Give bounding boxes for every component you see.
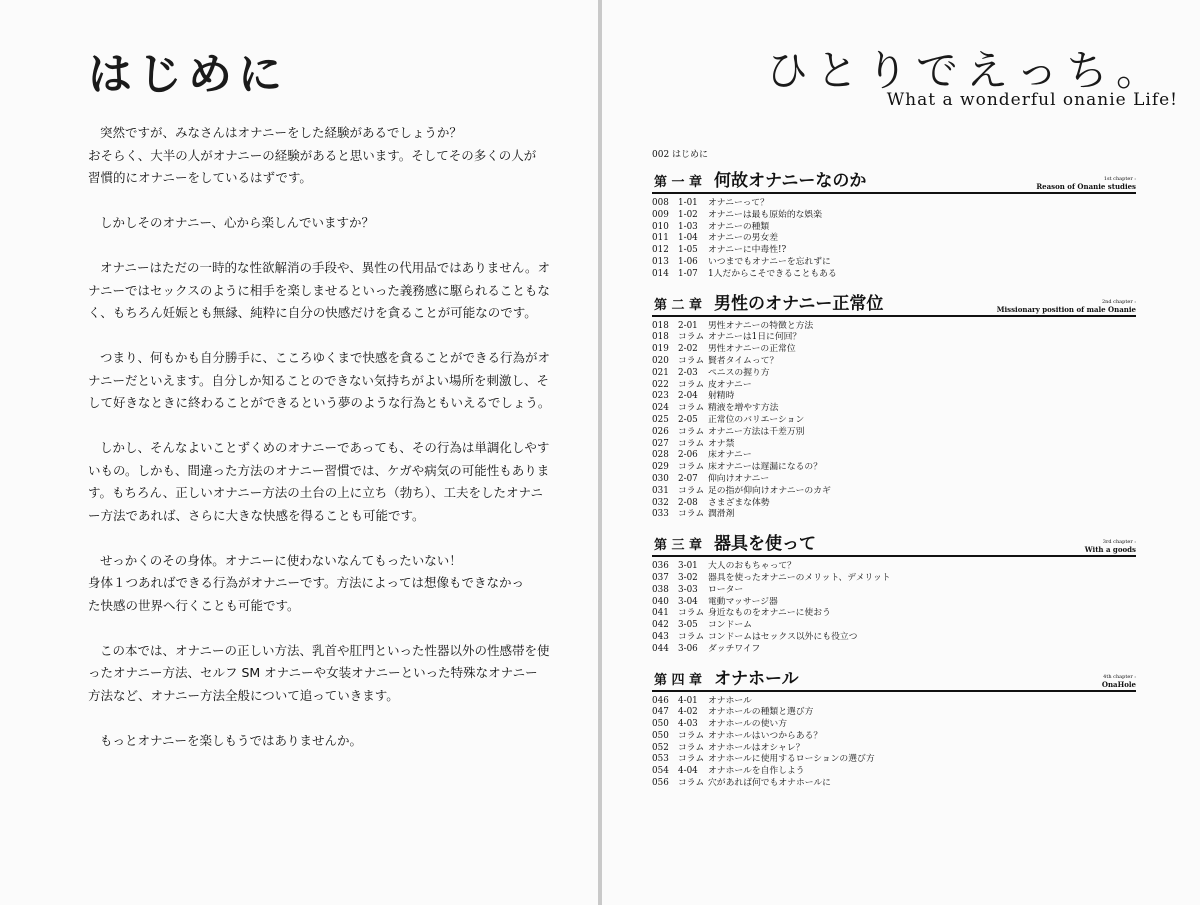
toc-entry-title: 潤滑剤 (708, 509, 735, 520)
intro-line: つまり、何もかも自分勝手に、こころゆくまで快感を貪ることができる行為がオ (100, 350, 551, 365)
toc-entry-title: いつまでもオナニーを忘れずに (708, 256, 831, 267)
toc-page-number: 047 (652, 707, 669, 718)
intro-line: ナニーではセックスのように相手を楽しませるといった義務感に駆られることもな (88, 282, 550, 298)
toc-section-number: コラム (678, 631, 705, 642)
toc-entry (652, 233, 1136, 245)
toc-section-number: 1-02 (678, 209, 698, 220)
toc-section-number: 1-04 (678, 233, 698, 244)
toc-page-number: 052 (652, 742, 669, 753)
toc-entry (652, 356, 1136, 368)
intro-paragraph (88, 730, 578, 753)
toc-page-number: 056 (652, 778, 669, 789)
chapter-label-small: 4th chapter : (1103, 673, 1136, 680)
toc-section-number: 2-03 (678, 367, 698, 378)
intro-line: オナニーはただの一時的な性欲解消の手段や、異性の代用品ではありません。オ (100, 260, 551, 275)
toc-entry-title: 穴があれば何でもオナホールに (708, 778, 831, 789)
toc-section-number: コラム (678, 754, 705, 765)
toc-chapter (652, 293, 1136, 522)
toc-section-number: コラム (678, 332, 705, 343)
toc-entry-title: オナニーの種類 (708, 221, 770, 232)
intro-line: ナニーだといえます。自分しか知ることのできない気持ちがよい場所を刺激し、そ (88, 372, 550, 388)
toc-page-number: 032 (652, 497, 669, 508)
toc-section-number: 3-06 (678, 643, 698, 654)
toc-section-number: コラム (678, 438, 705, 449)
toc-page-number: 050 (652, 719, 669, 730)
intro-line: しかしそのオナニー、心から楽しんでいますか？ (100, 215, 375, 230)
toc-section-number: 3-04 (678, 596, 698, 607)
toc-page-number: 010 (652, 221, 669, 232)
toc-page-number: 050 (652, 730, 669, 741)
toc-page-number: 013 (652, 256, 669, 267)
toc-entry-title: 射精時 (708, 391, 735, 402)
chapter-english-label (1102, 674, 1136, 688)
chapter-english-label (997, 299, 1136, 313)
chapter-label-text: OnaHole (1101, 679, 1136, 689)
toc-section-number: 1-03 (678, 221, 698, 232)
toc-section-number: 2-04 (678, 391, 698, 402)
toc-entry (652, 344, 1136, 356)
toc-page-number: 009 (652, 209, 669, 220)
toc-page-number: 053 (652, 754, 669, 765)
toc-entry (652, 731, 1136, 743)
chapter-title: 器具を使って (714, 534, 816, 555)
chapter-label-text: Missionary position of male Onanie (996, 304, 1136, 314)
book-subtitle: What a wonderful onanie Life! (886, 90, 1178, 110)
toc-page-number: 012 (652, 245, 669, 256)
toc-entry (652, 332, 1136, 344)
toc-entry (652, 644, 1136, 656)
toc-entry-title: 男性オナニーの正常位 (708, 344, 796, 355)
toc-chapter (652, 170, 1136, 281)
toc-entry-title: オナニーって？ (708, 198, 769, 208)
toc-entry (652, 474, 1136, 486)
chapter-entries (652, 692, 1136, 790)
toc-entry (652, 620, 1136, 632)
intro-line: せっかくのその身体。オナニーに使わないなんてもったいない！ (100, 552, 462, 568)
toc-entry (652, 754, 1136, 766)
toc-page-number: 023 (652, 391, 669, 402)
chapter-heading (652, 533, 1136, 557)
toc-section-number: 1-05 (678, 245, 698, 256)
toc-section-number: 2-05 (678, 414, 698, 425)
toc-entry-title: オナ禁 (708, 438, 735, 449)
toc-entry-title: 電動マッサージ器 (708, 596, 778, 607)
toc-page-number: 019 (652, 344, 669, 355)
intro-line: す。もちろん、正しいオナニー方法の土台の上に立ち（勃ち）、工夫をしたオナニ (88, 485, 544, 500)
toc-entry-title: ペニスの握り方 (708, 367, 770, 378)
toc-entry-title: オナホールの使い方 (708, 719, 787, 730)
toc-entry-title: オナホールはオシャレ？ (708, 742, 805, 753)
intro-line: 方法など、オナニー方法全般について追っていきます。 (88, 687, 399, 703)
toc-page-number: 020 (652, 355, 669, 366)
chapter-entries (652, 317, 1136, 522)
intro-line: 習慣的にオナニーをしているはずです。 (88, 170, 312, 185)
toc-section-number: コラム (678, 462, 705, 473)
toc-entry (652, 509, 1136, 521)
chapter-heading (652, 668, 1136, 692)
toc-entry-title: オナニーに中毒性!? (708, 245, 787, 256)
toc-entry-title: オナニー方法は千差万別 (708, 426, 805, 437)
toc-section-number: コラム (678, 608, 705, 619)
chapter-label-small: 3rd chapter : (1102, 539, 1136, 546)
toc-entry-title: ローター (708, 584, 744, 595)
chapter-title: 何故オナニーなのか (714, 171, 867, 191)
toc-entry-title: 皮オナニー (708, 379, 752, 390)
toc-page-number: 054 (652, 766, 669, 777)
chapter-english-label (1036, 176, 1136, 190)
chapter-number: 第 四 章 (654, 672, 703, 688)
chapter-entries (652, 194, 1136, 281)
toc-entry-title: コンドームはセックス以外にも役立つ (708, 631, 858, 642)
toc-entry (652, 210, 1136, 222)
toc-entry (652, 707, 1136, 719)
intro-paragraph (88, 257, 578, 325)
toc-entry-title: オナニーは1日に何回？ (708, 332, 802, 343)
toc-section-number: コラム (678, 403, 705, 414)
toc-entry (652, 585, 1136, 597)
toc-page-number: 046 (652, 695, 669, 706)
toc-section-number: コラム (678, 379, 705, 390)
toc-entry-title: 仰向けオナニー (708, 473, 770, 484)
toc-section-number: 2-01 (678, 320, 698, 331)
toc-intro-entry: 002 はじめに (652, 150, 709, 160)
toc-entry (652, 608, 1136, 620)
toc-page-number: 011 (652, 233, 669, 244)
toc-entry (652, 415, 1136, 427)
toc-section-number: 1-07 (678, 268, 698, 279)
toc-entry-title: 賢者タイムって？ (708, 355, 779, 366)
intro-title: はじめに (88, 49, 288, 100)
toc-entry (652, 427, 1136, 439)
intro-line: して好きなときに終わることができるという夢のような行為ともいえるでしょう。 (88, 395, 551, 410)
intro-line: 身体１つあればできる行為がオナニーです。方法によっては想像もできなかっ (88, 575, 525, 590)
table-of-contents (652, 148, 1136, 802)
toc-entry (652, 391, 1136, 403)
toc-entry (652, 632, 1136, 644)
toc-page-number: 038 (652, 584, 669, 595)
chapter-title: 男性のオナニー正常位 (714, 293, 884, 314)
intro-line: もっとオナニーを楽しもうではありませんか。 (100, 732, 363, 748)
toc-entry-title: オナニーは最も原始的な娯楽 (708, 209, 823, 220)
chapter-number: 第 三 章 (654, 538, 703, 554)
chapter-heading (652, 293, 1136, 317)
toc-page-number: 027 (652, 438, 669, 449)
toc-page-number: 026 (652, 426, 669, 437)
chapter-label-text: Reason of Onanie studies (1036, 182, 1136, 191)
toc-page-number: 036 (652, 561, 669, 572)
toc-entry-title: 1人だからこそできることもある (708, 268, 837, 279)
toc-entry (652, 498, 1136, 510)
toc-chapter (652, 533, 1136, 655)
toc-entry (652, 450, 1136, 462)
toc-section-number: コラム (678, 742, 705, 753)
toc-entry (652, 321, 1136, 333)
chapter-number: 第 一 章 (654, 175, 703, 190)
toc-page-number: 041 (652, 608, 669, 619)
intro-line: た快感の世界へ行くことも可能です。 (88, 597, 300, 613)
toc-page-number: 044 (652, 643, 669, 654)
toc-entry (652, 573, 1136, 585)
toc-page-number: 043 (652, 631, 669, 642)
toc-section-number: 3-05 (678, 620, 698, 631)
intro-line: しかし、そんなよいことずくめのオナニーであっても、その行為は単調化しやす (100, 440, 550, 455)
toc-entry (652, 198, 1136, 210)
toc-entry-title: 男性オナニーの特徴と方法 (708, 320, 814, 331)
toc-page-number: 018 (652, 320, 669, 331)
book-title: ひとりでえっち。 (765, 46, 1166, 95)
chapter-label-small: 1st chapter : (1103, 176, 1136, 182)
toc-entry-title: オナホールに使用するローションの選び方 (708, 754, 875, 765)
intro-paragraph (88, 122, 578, 190)
toc-page-number: 037 (652, 572, 669, 583)
intro-line: おそらく、大半の人がオナニーの経験があると思います。そしてその多くの人が (88, 147, 537, 163)
toc-entry-title: オナニーの男女差 (708, 233, 779, 244)
toc-entry (652, 561, 1136, 573)
toc-entry (652, 380, 1136, 392)
toc-entry-title: さまざまな体勢 (708, 497, 770, 508)
toc-section-number: 4-01 (678, 695, 698, 706)
toc-section-number: 4-02 (678, 707, 698, 718)
intro-paragraph (88, 437, 578, 527)
toc-entry-title: オナホールを自作しよう (708, 766, 805, 777)
toc-entry-title: 器具を使ったオナニーのメリット、デメリット (708, 572, 891, 583)
intro-paragraph (88, 212, 578, 235)
toc-page-number: 040 (652, 596, 669, 607)
toc-entry-title: 足の指が仰向けオナニーのカギ (708, 485, 831, 496)
toc-section-number: 4-04 (678, 766, 698, 777)
chapter-entries (652, 557, 1136, 655)
toc-entry-title: 大人のおもちゃって？ (708, 561, 796, 572)
intro-paragraph (88, 550, 578, 618)
toc-section-number: 4-03 (678, 719, 698, 730)
toc-chapters (652, 170, 1136, 790)
toc-entry-title: 精液を増やす方法 (708, 403, 779, 414)
toc-section-number: 3-03 (678, 584, 698, 595)
toc-section-number: コラム (678, 778, 705, 789)
toc-entry (652, 245, 1136, 257)
toc-page-number: 025 (652, 414, 669, 425)
toc-page-number: 029 (652, 462, 669, 473)
toc-section-number: 2-07 (678, 473, 698, 484)
intro-text (88, 122, 578, 775)
toc-entry-title: オナホール (708, 695, 752, 706)
toc-entry-title: オナホールはいつからある？ (708, 730, 823, 741)
chapter-label-text: With a goods (1084, 545, 1136, 555)
toc-entry (652, 696, 1136, 708)
toc-entry-title: ダッチワイフ (708, 643, 761, 654)
toc-entry (652, 222, 1136, 234)
toc-page-number: 022 (652, 379, 669, 390)
toc-page-number: 042 (652, 620, 669, 631)
toc-entry-title: 正常位のバリエーション (708, 414, 805, 425)
toc-entry-title: 床オナニー (708, 450, 752, 461)
toc-section-number: 3-02 (678, 572, 698, 583)
toc-entry (652, 486, 1136, 498)
toc-entry (652, 462, 1136, 474)
intro-line: 突然ですが、みなさんはオナニーをした経験があるでしょうか？ (100, 125, 462, 140)
toc-entry-title: オナホールの種類と選び方 (708, 707, 814, 718)
toc-section-number: 1-06 (678, 256, 698, 267)
toc-entry (652, 403, 1136, 415)
toc-section-number: 2-08 (678, 497, 698, 508)
toc-entry (652, 719, 1136, 731)
toc-page-number: 033 (652, 509, 669, 520)
toc-entry (652, 269, 1136, 281)
toc-section-number: コラム (678, 730, 705, 741)
toc-page-number: 031 (652, 485, 669, 496)
intro-paragraph (88, 347, 578, 415)
intro-line: ったオナニー方法、セルフ SM オナニーや女装オナニーといった特殊なオナニー (88, 665, 538, 680)
toc-section-number: コラム (678, 509, 705, 520)
toc-section-number: コラム (678, 485, 705, 496)
toc-page-number: 021 (652, 367, 669, 378)
toc-entry (652, 766, 1136, 778)
intro-line: いもの。しかも、間違った方法のオナニー習慣では、ケガや病気の可能性もありま (88, 462, 550, 478)
left-page (0, 0, 598, 905)
toc-entry-title: 床オナニーは遅漏になるの？ (708, 462, 823, 473)
toc-entry (652, 778, 1136, 790)
toc-entry (652, 743, 1136, 755)
chapter-number: 第 二 章 (654, 297, 703, 313)
toc-section-number: コラム (678, 355, 705, 366)
intro-line: ー方法であれば、さらに大きな快感を得ることも可能です。 (88, 507, 425, 523)
chapter-english-label (1085, 539, 1136, 553)
toc-section-number: 1-01 (678, 198, 698, 208)
intro-line: く、もちろん妊娠とも無縁、純粋に自分の快感だけを貪ることが可能なのです。 (88, 305, 537, 320)
toc-page-number: 014 (652, 268, 669, 279)
toc-entry (652, 368, 1136, 380)
toc-page-number: 030 (652, 473, 669, 484)
toc-page-number: 008 (652, 198, 669, 208)
toc-section-number: 3-01 (678, 561, 698, 572)
toc-section-number: 2-06 (678, 450, 698, 461)
toc-chapter (652, 668, 1136, 790)
toc-entry (652, 439, 1136, 451)
toc-entry-title: 身近なものをオナニーに使おう (708, 608, 831, 619)
toc-section-number: 2-02 (678, 344, 698, 355)
intro-paragraph (88, 640, 578, 708)
chapter-title: オナホール (714, 668, 799, 689)
toc-entry-title: コンドーム (708, 620, 752, 631)
toc-entry (652, 597, 1136, 609)
chapter-label-small: 2nd chapter : (1101, 298, 1136, 305)
chapter-heading (652, 170, 1136, 194)
toc-entry (652, 257, 1136, 269)
toc-section-number: コラム (678, 426, 705, 437)
intro-line: この本では、オナニーの正しい方法、乳首や肛門といった性器以外の性感帯を使 (100, 642, 550, 658)
toc-page-number: 028 (652, 450, 669, 461)
toc-page-number: 018 (652, 332, 669, 343)
toc-page-number: 024 (652, 403, 669, 414)
